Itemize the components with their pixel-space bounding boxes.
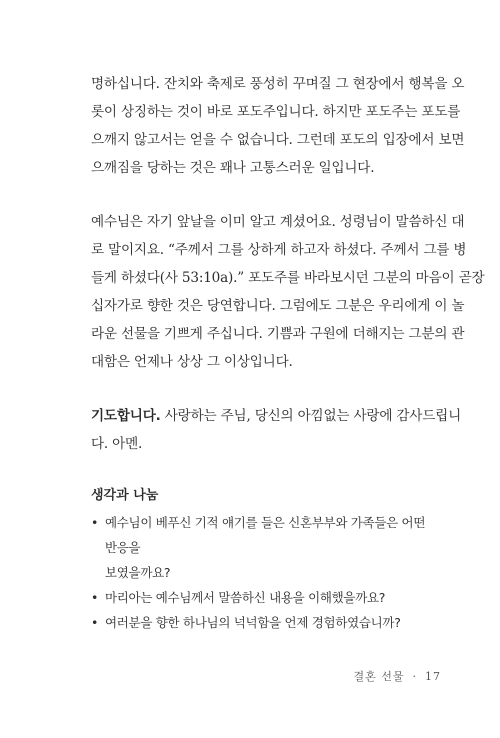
body-paragraph: [91, 208, 485, 376]
prayer-text: 사랑하는 주님, 당신의 아낌없는 사랑에 감사드립니: [160, 408, 462, 424]
text-line: 들게 하셨다(사 53:10a).” 포도주를 바라보시던 그분의 마음이 곧장: [91, 270, 485, 286]
bullet-icon: •: [91, 590, 99, 605]
text-line: 십자가로 향한 것은 당연합니다. 그럼에도 그분은 우리에게 이 놀: [91, 298, 465, 314]
prayer-paragraph: [91, 402, 462, 458]
bullet-icon: •: [91, 515, 99, 530]
page-number: 17: [425, 670, 441, 683]
text-line: 라운 선물을 기쁘게 주십니다. 기쁨과 구원에 더해지는 그분의 관: [91, 326, 465, 342]
text-line: 으깨짐을 당하는 것은 꽤나 고통스러운 일입니다.: [91, 160, 375, 176]
reflection-list: [91, 510, 431, 635]
text-line: 롯이 상징하는 것이 바로 포도주입니다. 하지만 포도주는 포도를: [91, 104, 461, 120]
body-paragraph: [91, 70, 465, 182]
list-item-text: 예수님이 베푸신 기적 얘기를 들은 신혼부부와 가족들은 어떤 반응을: [105, 515, 426, 555]
page-content: [91, 70, 485, 635]
list-item: [91, 585, 431, 610]
text-line: 명하십니다. 잔치와 축제로 풍성히 꾸며질 그 현장에서 행복을 오: [91, 76, 465, 92]
list-item-text: 보였을까요?: [105, 565, 171, 580]
list-item: [91, 610, 431, 635]
text-line: 대함은 언제나 상상 그 이상입니다.: [91, 354, 293, 370]
reflection-title: 생각과 나눔: [91, 488, 159, 503]
list-item-text: 마리아는 예수님께서 말씀하신 내용을 이해했을까요?: [105, 590, 386, 605]
page-footer: [353, 668, 441, 684]
list-item: [91, 510, 431, 585]
text-line: 로 말이지요. “주께서 그를 상하게 하고자 하셨다. 주께서 그를 병: [91, 242, 467, 258]
text-line: 으깨지 않고서는 얻을 수 없습니다. 그런데 포도의 입장에서 보면: [91, 132, 465, 148]
running-title: 결혼 선물: [353, 670, 405, 683]
text-line: 예수님은 자기 앞날을 이미 알고 계셨어요. 성령님이 말씀하신 대: [91, 214, 465, 230]
text-line: 다. 아멘.: [91, 436, 143, 452]
footer-separator: ·: [412, 670, 417, 683]
text-line: [91, 402, 462, 430]
list-item-text: 여러분을 향한 하나님의 넉넉함을 언제 경험하였습니까?: [105, 615, 401, 630]
bullet-icon: •: [91, 615, 99, 630]
prayer-heading: 기도합니다.: [91, 408, 161, 424]
